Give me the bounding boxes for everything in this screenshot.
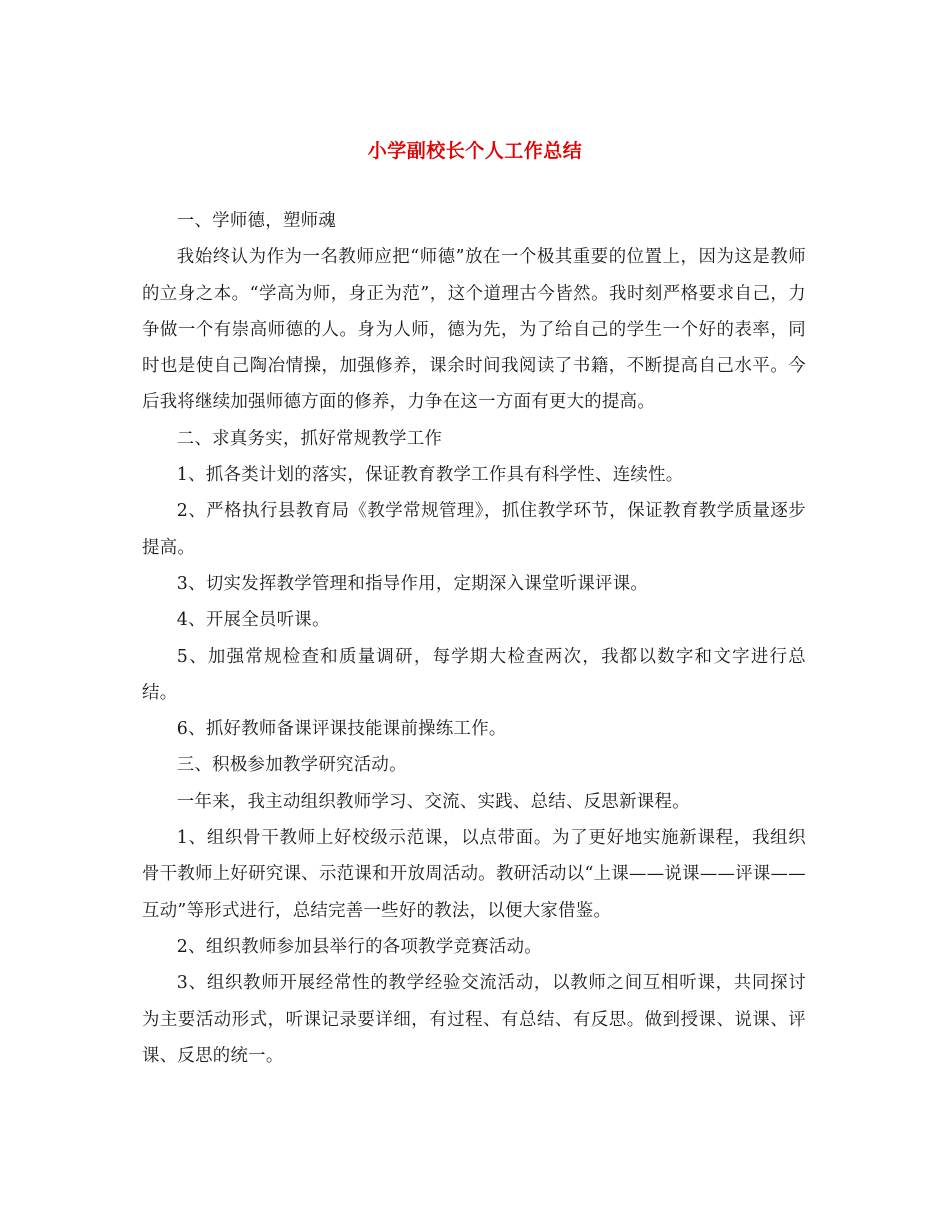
- list-item: 3、组织教师开展经常性的教学经验交流活动，以教师之间互相听课，共同探讨为主要活动形式，听课记录要详细，有过程、有总结、有反思。做到授课、说课、评课、反思的统一。: [142, 973, 806, 1066]
- section-heading-1: 一、学师德，塑师魂: [176, 211, 337, 231]
- list-item: 6、抓好教师备课评课技能课前操练工作。: [176, 719, 507, 740]
- paragraph: 我始终认为作为一名教师应把“师德”放在一个极其重要的位置上，因为这是教师的立身之本。“学高为师，身正为范”，这个道理古今皆然。我时刻严格要求自己，力争做一个有崇高师德的人。身为人师，德为先，为了给自己的学生一个好的表率，同时也是使自己陶冶情操，加强修养，课余时间我阅读了书籍，不断提高自己水平。今后我将继续加强师德方面的修养，力争在这一方面有更大的提高。: [142, 247, 806, 413]
- list-item: 3、切实发挥教学管理和指导作用，定期深入课堂听课评课。: [176, 573, 649, 594]
- section-heading-2: 二、求真务实，抓好常规教学工作: [176, 428, 443, 449]
- list-item: 4、开展全员听课。: [176, 610, 330, 631]
- section-heading-3: 三、积极参加教学研究活动。: [176, 755, 407, 776]
- list-item: 1、组织骨干教师上好校级示范课，以点带面。为了更好地实施新课程，我组织骨干教师上好研究课、示范课和开放周活动。教研活动以“上课——说课——评课——互动”等形式进行，总结完善一些好的教法，以便大家借鉴。: [142, 828, 806, 921]
- list-item: 2、组织教师参加县举行的各项教学竞赛活动。: [176, 936, 542, 957]
- list-item: 5、加强常规检查和质量调研，每学期大检查两次，我都以数字和文字进行总结。: [142, 646, 806, 703]
- paragraph: 一年来，我主动组织教师学习、交流、实践、总结、反思新课程。: [176, 791, 690, 812]
- list-item: 1、抓各类计划的落实，保证教育教学工作具有科学性、连续性。: [176, 465, 684, 486]
- document-body: [142, 203, 806, 1074]
- document-title: 小学副校长个人工作总结: [367, 140, 583, 162]
- list-item: 2、严格执行县教育局《教学常规管理》，抓住教学环节，保证教育教学质量逐步提高。: [142, 501, 806, 558]
